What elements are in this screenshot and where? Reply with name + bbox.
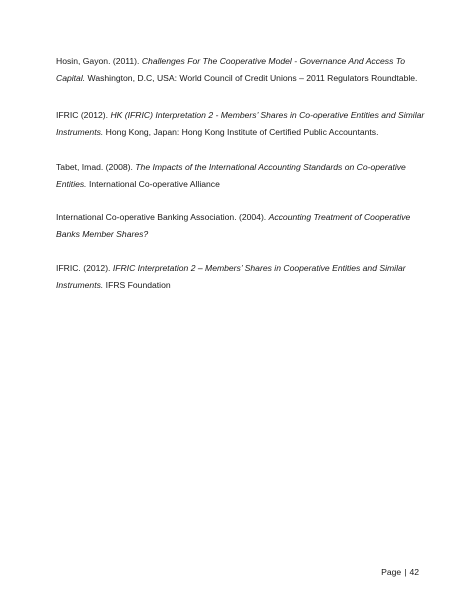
reference-title: IFRIC Interpretation 2 – Members’ Shares in Cooperative Entities and Similar Instruments. xyxy=(56,263,406,290)
page-number: 42 xyxy=(409,567,419,577)
reference-entry xyxy=(56,260,428,293)
reference-publisher: International Co-operative Alliance xyxy=(86,178,220,189)
reference-author-year: IFRIC. (2012). xyxy=(56,263,113,273)
reference-title: Accounting Treatment of Cooperative Banks Member Shares? xyxy=(56,212,411,239)
reference-title: HK (IFRIC) Interpretation 2 - Members’ Shares in Co-operative Entities and Similar Instruments. xyxy=(56,110,425,137)
reference-publisher: Hong Kong, Japan: Hong Kong Institute of Certified Public Accountants. xyxy=(103,126,379,137)
reference-author-year: Tabet, Imad. (2008). xyxy=(56,162,136,172)
reference-entry xyxy=(56,159,428,192)
reference-publisher: Washington, D.C, USA: World Council of Credit Unions – 2011 Regulators Roundtable. xyxy=(85,72,418,83)
reference-author-year: International Co-operative Banking Association. (2004). xyxy=(56,212,269,222)
page-footer xyxy=(381,566,419,578)
reference-author-year: Hosin, Gayon. (2011). xyxy=(56,56,142,66)
page-separator: | xyxy=(404,567,407,577)
reference-entry xyxy=(56,209,428,242)
reference-entry xyxy=(56,53,428,86)
reference-title: Challenges For The Cooperative Model - Governance And Access To Capital. xyxy=(56,56,406,83)
page-label: Page xyxy=(381,567,402,577)
reference-author-year: IFRIC (2012). xyxy=(56,110,111,120)
reference-title: The Impacts of the International Accounting Standards on Co-operative Entities. xyxy=(56,162,406,189)
reference-entry xyxy=(56,107,428,140)
reference-publisher: IFRS Foundation xyxy=(103,279,171,290)
